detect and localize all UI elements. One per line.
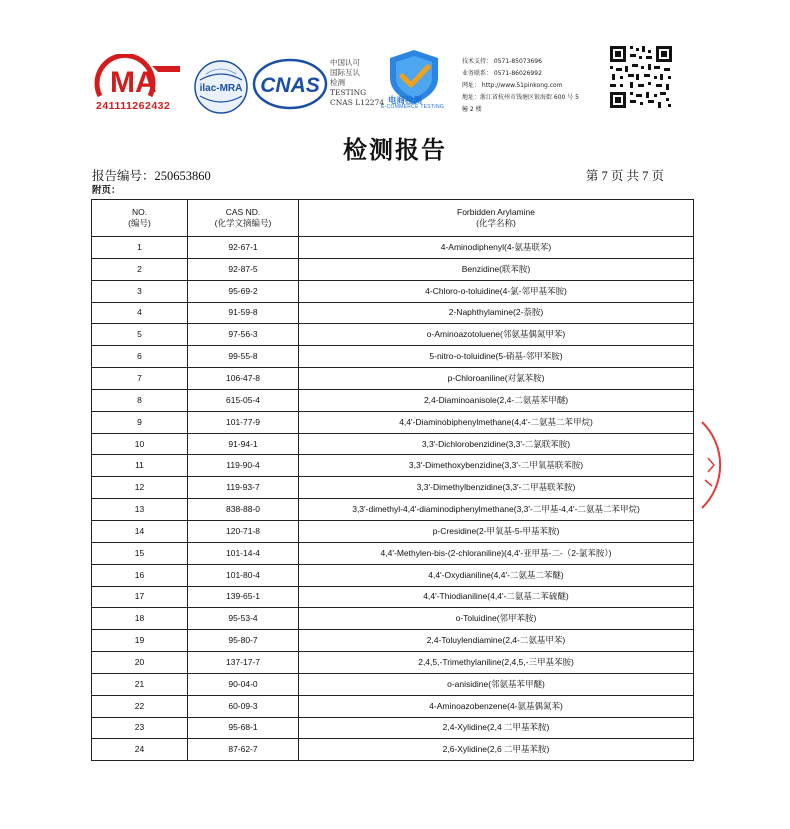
table-row	[92, 499, 694, 521]
page-info: 第 7 页 共 7 页	[585, 169, 664, 183]
forbidden-arylamine-table	[91, 199, 694, 761]
table-header-row	[92, 200, 694, 237]
cell-cas: 139-65-1	[188, 586, 299, 608]
table-row	[92, 673, 694, 695]
header-cas-zh: (化学文摘编号)	[214, 218, 272, 228]
cnas-info-line: CNAS L12274	[330, 98, 385, 107]
qr-code-icon	[608, 44, 674, 110]
cell-no: 3	[92, 280, 188, 302]
appendix-label: 附页：	[92, 185, 121, 196]
contact-line: 技术支持： 0571-85073696	[462, 58, 542, 65]
table-row	[92, 564, 694, 586]
cell-no: 10	[92, 433, 188, 455]
cell-name: 4,4'-Thiodianiline(4,4'-二氨基二苯硫醚)	[299, 586, 694, 608]
cell-no: 4	[92, 302, 188, 324]
cell-cas: 101-77-9	[188, 411, 299, 433]
cell-name: 3,3'-Dichlorobenzidine(3,3'-二氯联苯胺)	[299, 433, 694, 455]
cell-name: 3,3'-dimethyl-4,4'-diaminodiphenylmethane(3,3'-二甲基-4,4'-二氨基二苯甲烷)	[299, 499, 694, 521]
contact-line: 业务联系： 0571-86026992	[462, 70, 542, 77]
table-row	[92, 739, 694, 761]
cell-name: 4-Aminoazobenzene(4-氨基偶氮苯)	[299, 695, 694, 717]
cell-no: 14	[92, 520, 188, 542]
cell-name: 4,4'-Oxydianiline(4,4'-二氨基二苯醚)	[299, 564, 694, 586]
cell-no: 24	[92, 739, 188, 761]
table-row	[92, 608, 694, 630]
cell-no: 15	[92, 542, 188, 564]
cell-name: 4,4'-Methylen-bis-(2-chloraniline)(4,4'-亚甲基-二-（2-氯苯胺）)	[299, 542, 694, 564]
cnas-info-line: TESTING	[330, 88, 367, 97]
table-row	[92, 455, 694, 477]
cell-name: 5-nitro-o-toluidine(5-硝基-邻甲苯胺)	[299, 346, 694, 368]
header-cas	[188, 200, 299, 237]
table-row	[92, 717, 694, 739]
table-row	[92, 258, 694, 280]
cell-no: 20	[92, 652, 188, 674]
contact-info	[462, 56, 602, 116]
cell-cas: 90-04-0	[188, 673, 299, 695]
cell-name: p-Chloroaniline(对氯苯胺)	[299, 368, 694, 390]
cell-name: 4-Chloro-o-toluidine(4-氯-邻甲基苯胺)	[299, 280, 694, 302]
cell-no: 2	[92, 258, 188, 280]
table-row	[92, 411, 694, 433]
cell-cas: 92-87-5	[188, 258, 299, 280]
cell-no: 16	[92, 564, 188, 586]
cell-name: 2-Naphthylamine(2-萘胺)	[299, 302, 694, 324]
table-row	[92, 652, 694, 674]
cell-no: 9	[92, 411, 188, 433]
cell-name: 4-Aminodiphenyl(4-氨基联苯)	[299, 237, 694, 259]
header-no-en: NO.	[131, 207, 148, 217]
cell-no: 23	[92, 717, 188, 739]
cell-name: 4,4'-Diaminobiphenylmethane(4,4'-二氨基二苯甲烷)	[299, 411, 694, 433]
cnas-info-line: 检测	[330, 78, 345, 87]
cell-name: Benzidine(联苯胺)	[299, 258, 694, 280]
cell-name: 2,4,5,-Trimethylaniline(2,4,5,-三甲基苯胺)	[299, 652, 694, 674]
cell-cas: 95-69-2	[188, 280, 299, 302]
table-row	[92, 302, 694, 324]
cell-name: 3,3'-Dimethoxybenzidine(3,3'-二甲氧基联苯胺)	[299, 455, 694, 477]
header-no-zh: (编号)	[128, 218, 151, 228]
table-row	[92, 695, 694, 717]
cell-name: 2,6-Xylidine(2,6 二甲基苯胺)	[299, 739, 694, 761]
cell-cas: 137-17-7	[188, 652, 299, 674]
table-row	[92, 324, 694, 346]
cell-cas: 120-71-8	[188, 520, 299, 542]
contact-line: 幢 2 楼	[462, 106, 482, 113]
cell-no: 18	[92, 608, 188, 630]
header-name	[299, 200, 694, 237]
cell-cas: 95-53-4	[188, 608, 299, 630]
cnas-info	[330, 58, 384, 108]
cell-no: 7	[92, 368, 188, 390]
cell-cas: 101-80-4	[188, 564, 299, 586]
cell-no: 1	[92, 237, 188, 259]
cell-name: 2,4-Toluylendiamine(2,4-二氨基甲苯)	[299, 630, 694, 652]
table-row	[92, 280, 694, 302]
table-row	[92, 520, 694, 542]
cell-cas: 95-80-7	[188, 630, 299, 652]
header-name-en: Forbidden Arylamine	[457, 207, 535, 217]
cell-cas: 106-47-8	[188, 368, 299, 390]
cnas-text: CNAS	[260, 74, 320, 97]
table-row	[92, 237, 694, 259]
cell-no: 12	[92, 477, 188, 499]
ecommerce-testing-sub: E-COMMERCE TESTING	[381, 104, 445, 110]
cell-cas: 87-62-7	[188, 739, 299, 761]
svg-text:MA: MA	[110, 66, 157, 99]
contact-line: 网址： http://www.51pinkong.com	[462, 82, 563, 89]
cell-no: 13	[92, 499, 188, 521]
cell-name: o-Aminoazotoluene(邻氨基偶氮甲苯)	[299, 324, 694, 346]
cell-no: 17	[92, 586, 188, 608]
cell-cas: 95-68-1	[188, 717, 299, 739]
cell-cas: 91-59-8	[188, 302, 299, 324]
cnas-logo-icon	[252, 58, 328, 110]
table-row	[92, 346, 694, 368]
cell-cas: 119-93-7	[188, 477, 299, 499]
cnas-info-line: 中国认可	[330, 58, 360, 67]
page-title: 检测报告	[343, 135, 447, 164]
cell-no: 8	[92, 389, 188, 411]
contact-line: 地址：浙江省杭州市钱塘区银海街 600 号 5	[462, 94, 579, 101]
table-row	[92, 368, 694, 390]
ecommerce-testing-label: 电商检测	[388, 95, 423, 105]
table-row	[92, 586, 694, 608]
table-row	[92, 542, 694, 564]
cell-no: 21	[92, 673, 188, 695]
header-cas-en: CAS ND.	[225, 207, 261, 217]
cell-no: 11	[92, 455, 188, 477]
table-row	[92, 433, 694, 455]
header-name-zh: (化学名称)	[476, 218, 516, 228]
cell-name: 3,3'-Dimethylbenzidine(3,3'-二甲基联苯胺)	[299, 477, 694, 499]
header-no	[92, 200, 188, 237]
cell-no: 6	[92, 346, 188, 368]
cnas-info-line: 国际互认	[330, 68, 360, 77]
cell-no: 5	[92, 324, 188, 346]
cell-cas: 101-14-4	[188, 542, 299, 564]
table-row	[92, 389, 694, 411]
cma-number: 241111262432	[96, 100, 171, 112]
cell-name: 2,4-Xylidine(2,4 二甲基苯胺)	[299, 717, 694, 739]
cell-no: 22	[92, 695, 188, 717]
cell-cas: 615-05-4	[188, 389, 299, 411]
table-row	[92, 477, 694, 499]
cell-cas: 92-67-1	[188, 237, 299, 259]
cell-no: 19	[92, 630, 188, 652]
cell-cas: 91-94-1	[188, 433, 299, 455]
cell-name: o-anisidine(邻氨基苯甲醚)	[299, 673, 694, 695]
report-number: 报告编号：250653860	[92, 169, 211, 183]
table-row	[92, 630, 694, 652]
cell-cas: 838-88-0	[188, 499, 299, 521]
cell-name: o-Toluidine(邻甲苯胺)	[299, 608, 694, 630]
cell-cas: 97-56-3	[188, 324, 299, 346]
cell-cas: 60-09-3	[188, 695, 299, 717]
cell-cas: 99-55-8	[188, 346, 299, 368]
ilac-mra-logo-icon	[192, 58, 250, 116]
cell-cas: 119-90-4	[188, 455, 299, 477]
official-seal-icon	[700, 420, 730, 510]
cell-name: p-Cresidine(2-甲氧基-5-甲基苯胺)	[299, 520, 694, 542]
cell-name: 2,4-Diaminoanisole(2,4-二氨基苯甲醚)	[299, 389, 694, 411]
ilac-text: ilac-MRA	[199, 83, 243, 94]
